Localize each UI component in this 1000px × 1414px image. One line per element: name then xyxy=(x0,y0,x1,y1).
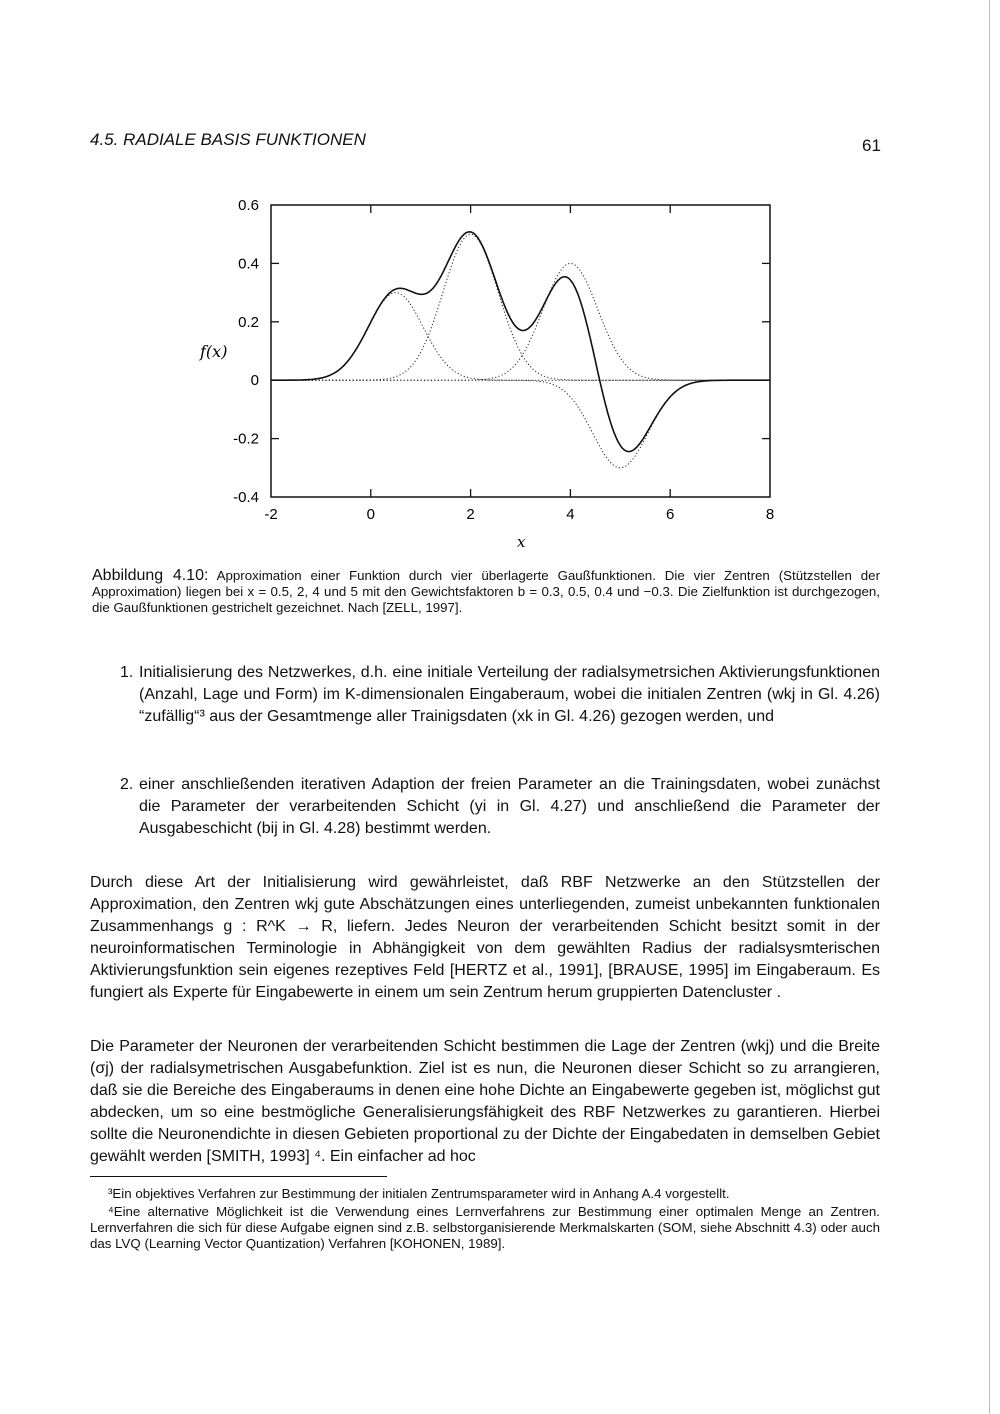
x-tick-label: -2 xyxy=(264,506,278,523)
target-function-curve xyxy=(271,232,770,452)
footnote-rule xyxy=(90,1176,387,1177)
y-tick-label: 0.6 xyxy=(238,197,259,214)
footnote: ³Ein objektives Verfahren zur Bestimmung der initialen Zentrumsparameter wird in Anhang A.4 vorgestellt. xyxy=(108,1186,730,1201)
y-tick-label: 0.2 xyxy=(238,313,259,331)
gaussian-approximation-chart xyxy=(180,180,800,560)
scan-edge xyxy=(989,0,990,1414)
plot-frame xyxy=(271,205,770,497)
x-tick-label: 4 xyxy=(566,506,575,523)
y-tick-label: 0 xyxy=(250,372,259,390)
x-tick-label: 8 xyxy=(765,506,775,523)
x-tick-label: 6 xyxy=(666,506,675,523)
list-number: 1. xyxy=(120,664,134,681)
list-text: einer anschließenden iterativen Adaption der freien Parameter an die Trainingsdaten, wobei zunächst die Parameter der verarbeitenden Schicht (yi in Gl. 4.27) und anschließend die Parameter der Ausgabeschicht (bij in Gl. 4.28) bestimmt werden. xyxy=(139,776,880,837)
section-header: 4.5. RADIALE BASIS FUNKTIONEN xyxy=(90,130,366,149)
footnote: ⁴Eine alternative Möglichkeit ist die Verwendung eines Lernverfahrens zur Bestimmung einer optimalen Menge an Zentren. Lernverfahren die sich für diese Aufgabe eignen sind z.B. selbstorganisierende Merkmalskarten (SOM, siehe Abschnitt 4.3) oder auch das LVQ (Learning Vector Quantization) Verfahren [KOHONEN, 1989]. xyxy=(90,1204,880,1251)
x-tick-label: 2 xyxy=(466,506,475,523)
list-item xyxy=(120,662,880,728)
y-tick-label: -0.2 xyxy=(233,430,259,448)
body-paragraph: Durch diese Art der Initialisierung wird gewährleistet, daß RBF Netzwerke an den Stützstellen der Approximation, den Zentren wkj gute Abschätzungen eines unterliegenden, zumeist unbekannten funktionalen Zusammenhangs g : R^K → R, liefern. Jedes Neuron der verarbeitenden Schicht besitzt somit in der neuroinformatischen Terminologie in Abhängigkeit von dem gewählten Radius der radialsysmterischen Aktivierungsfunktion sein eigenes rezeptives Feld [HERTZ et al., 1991], [BRAUSE, 1995] im Eingaberaum. Es fungiert als Experte für Eingabewerte in einem um sein Zentrum herum gruppierten Datencluster . xyxy=(90,874,880,1001)
list-number: 2. xyxy=(120,776,134,793)
gaussian-curve xyxy=(271,234,770,380)
body-paragraph: Die Parameter der Neuronen der verarbeitenden Schicht bestimmen die Lage der Zentren (wkj) und die Breite (σj) der radialsymetrischen Ausgabefunktion. Ziel ist es nun, die Neuronen dieser Schicht so zu arrangieren, daß sie die Bereiche des Eingaberaums in denen eine hohe Dichte an Eingabewerte gegeben ist, möglichst gut abdecken, um so eine bestmögliche Generalisierungsfähigkeit des RBF Netzwerkes zu garantieren. Hierbei sollte die Neuronendichte in diesen Gebieten proportional zu der Dichte der Eingabedaten in demselben Gebiet gewählt werden [SMITH, 1993] ⁴. Ein einfacher ad hoc xyxy=(90,1038,880,1165)
page-number: 61 xyxy=(862,136,881,155)
x-axis-label: x xyxy=(517,533,526,551)
caption-text: Approximation einer Funktion durch vier überlagerte Gaußfunktionen. Die vier Zentren (Stützstellen der Approximation) liegen bei x = 0.5, 2, 4 und 5 mit den Gewichtsfaktoren b = 0.3, 0.5, 0.4 und −0.3. Die Zielfunktion ist durchgezogen, die Gaußfunktionen gestrichelt gezeichnet. Nach [ZELL, 1997]. xyxy=(92,568,881,615)
caption-label: Abbildung 4.10: xyxy=(92,567,209,584)
y-tick-label: -0.4 xyxy=(233,489,259,506)
gaussian-curve xyxy=(271,380,770,468)
figure-caption xyxy=(92,568,880,616)
gaussian-curve xyxy=(271,293,770,381)
y-tick-label: 0.4 xyxy=(238,255,259,273)
x-tick-label: 0 xyxy=(366,506,375,523)
list-text: Initialisierung des Netzwerkes, d.h. eine initiale Verteilung der radialsymetrsichen Aktivierungsfunktionen (Anzahl, Lage und Form) im K-dimensionalen Eingaberaum, wobei die initialen Zentren (wkj in Gl. 4.26) “zufällig“³ aus der Gesamtmenge aller Trainigsdaten (xk in Gl. 4.26) gezogen werden, und xyxy=(139,664,880,725)
list-item xyxy=(120,774,880,840)
y-axis-label: f(x) xyxy=(200,342,228,361)
